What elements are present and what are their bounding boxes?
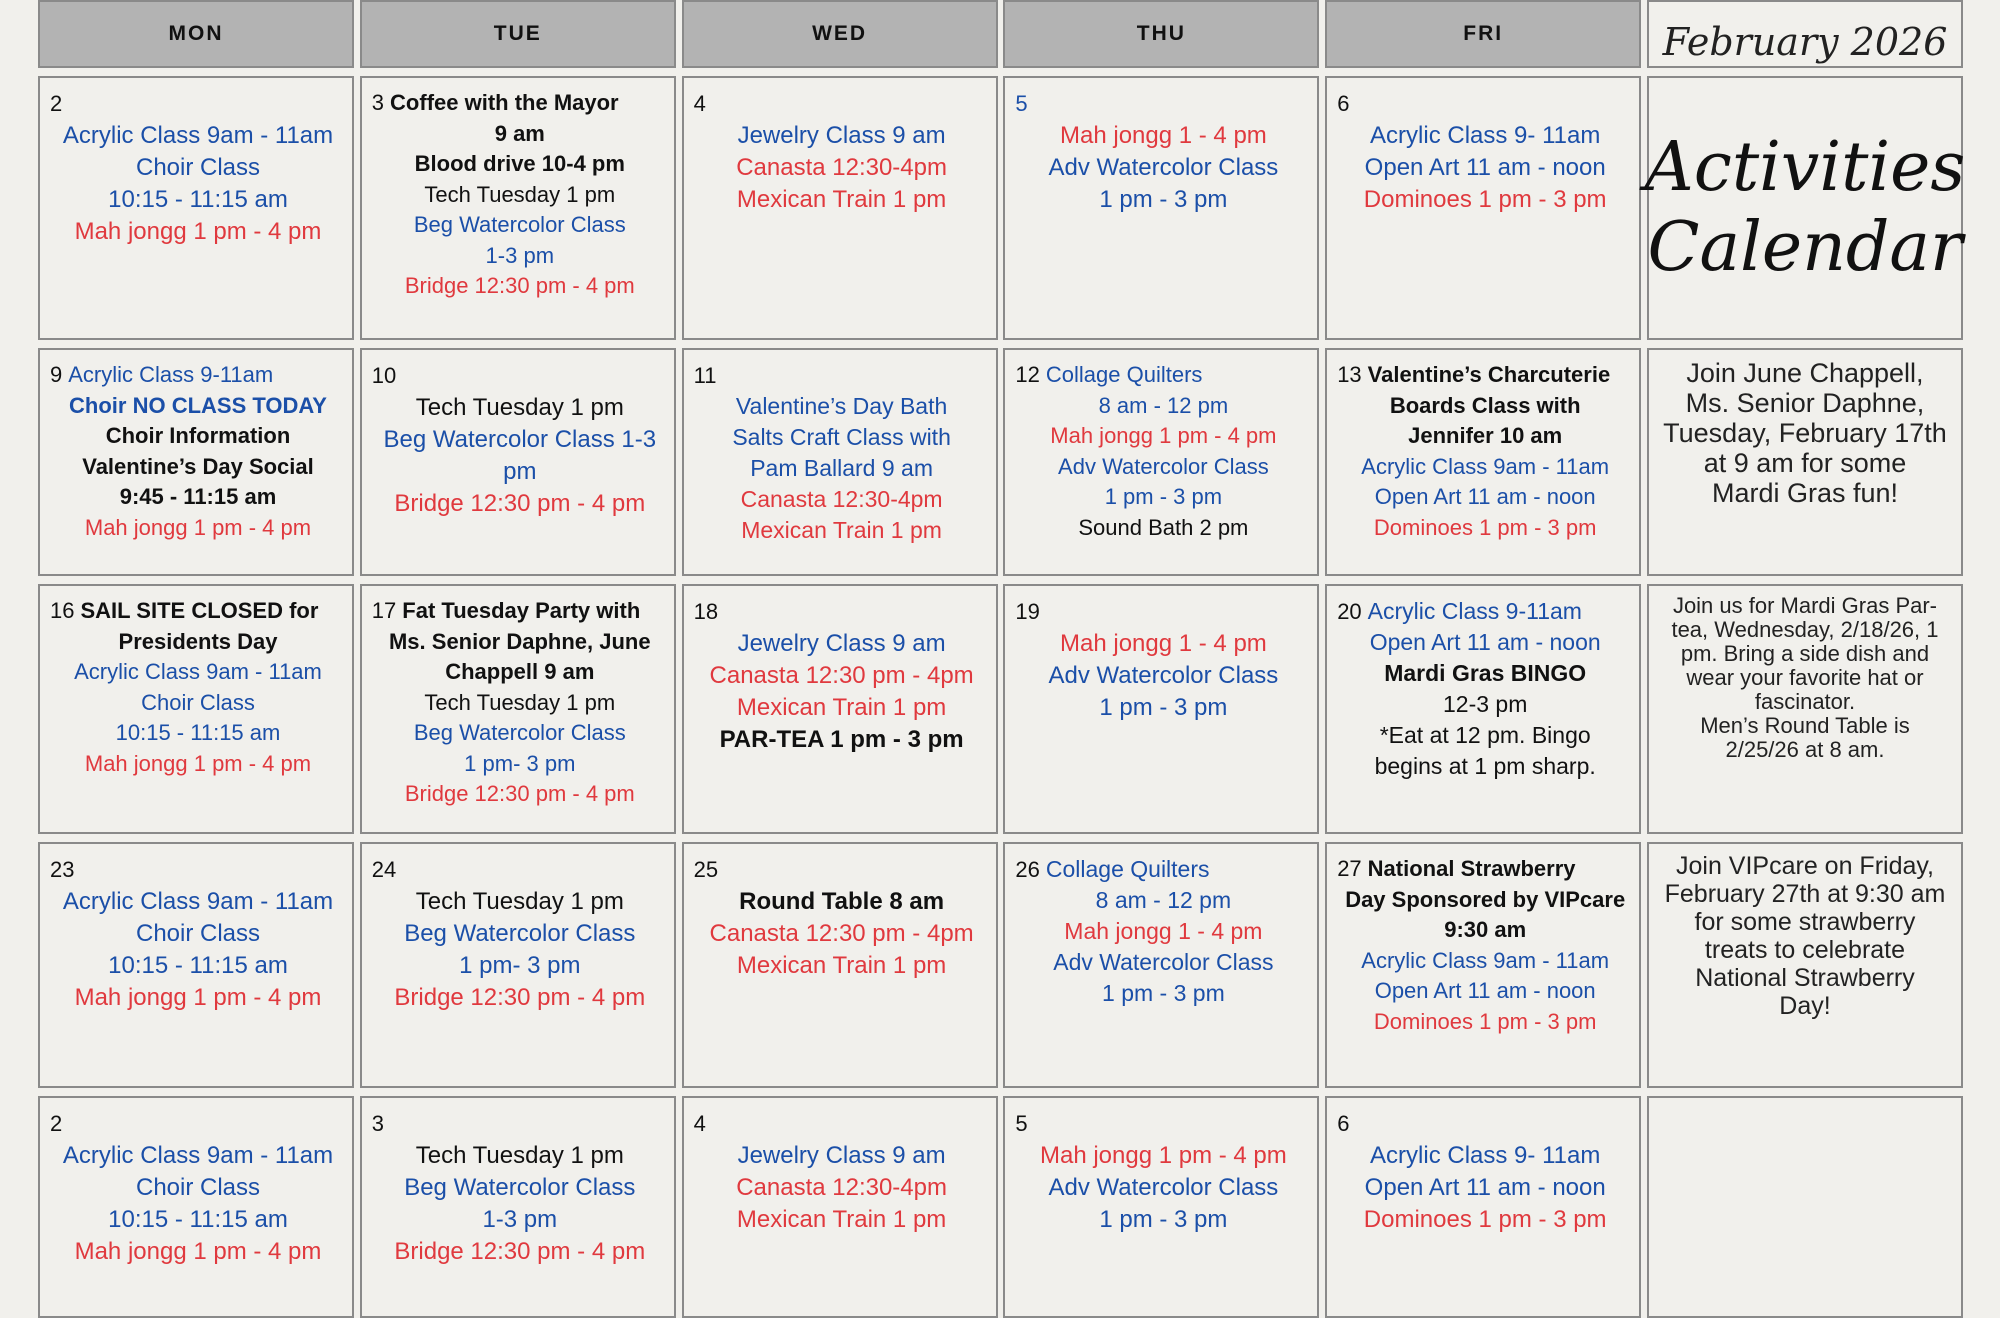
day-number: 2 — [50, 1111, 63, 1136]
day-number: 16 — [50, 598, 75, 623]
event-text: 1 pm - 3 pm — [1104, 484, 1223, 509]
header-fri: FRI — [1325, 0, 1641, 68]
event-text: Round Table 8 am — [739, 888, 945, 915]
day-number: 25 — [693, 857, 719, 882]
event-text: Dominoes 1 pm - 3 pm — [1363, 1206, 1607, 1233]
day-cell — [38, 348, 354, 576]
event-text: Jewelry Class 9 am — [737, 1142, 946, 1169]
event-text: Beg Watercolor Class 1-3 pm — [383, 426, 657, 485]
announcement-line: Join us for Mardi Gras Par- — [1672, 593, 1938, 618]
event-text: Mexican Train 1 pm — [736, 186, 947, 213]
event-text: Mexican Train 1 pm — [736, 952, 947, 979]
day-cell — [682, 1096, 998, 1318]
event-text: Jewelry Class 9 am — [737, 630, 946, 657]
day-cell — [1325, 348, 1641, 576]
event-text: Mah jongg 1 pm - 4 pm — [74, 218, 322, 245]
event-text: 1 pm- 3 pm — [464, 750, 576, 776]
day-number: 24 — [371, 857, 397, 882]
event-text: Choir Class — [135, 1174, 261, 1201]
day-cell — [1325, 76, 1641, 340]
event-text: 1-3 pm — [482, 1206, 558, 1233]
announcement-line: at 9 am for some — [1703, 448, 1907, 478]
day-cell — [38, 842, 354, 1088]
announcement-n3 — [1647, 842, 1963, 1088]
event-text: 10:15 - 11:15 am — [108, 1206, 288, 1233]
announcement-line: National Strawberry — [1695, 964, 1915, 992]
event-text: Acrylic Class 9am - 11am — [1361, 453, 1610, 479]
event-text: 1 pm - 3 pm — [1099, 1206, 1228, 1233]
event-text: Dominoes 1 pm - 3 pm — [1373, 514, 1597, 540]
event-text: Coffee with the Mayor — [390, 90, 619, 115]
event-text: Mah jongg 1 - 4 pm — [1060, 630, 1267, 657]
event-text: Valentine’s Charcuterie — [1367, 362, 1611, 387]
event-text: Chappell 9 am — [445, 659, 595, 684]
day-number: 5 — [1015, 91, 1028, 116]
event-text: Acrylic Class 9am - 11am — [62, 122, 334, 149]
event-text: 9 am — [494, 120, 545, 146]
event-text: 10:15 - 11:15 am — [115, 720, 281, 745]
calendar-title-line: Activities — [1644, 128, 1966, 207]
day-cell — [38, 584, 354, 834]
event-text: Bridge 12:30 pm - 4 pm — [394, 984, 646, 1011]
event-text: Mah jongg 1 - 4 pm — [1060, 122, 1267, 149]
event-text: Mah jongg 1 pm - 4 pm — [84, 514, 312, 540]
event-text: Adv Watercolor Class — [1048, 1174, 1279, 1201]
event-text: 8 am - 12 pm — [1095, 887, 1232, 913]
event-text: 8 am - 12 pm — [1098, 392, 1229, 418]
event-text: Canasta 12:30-4pm — [736, 1174, 947, 1201]
announcement-line: Mardi Gras fun! — [1711, 478, 1899, 508]
event-text: Choir Class — [141, 689, 255, 715]
day-cell — [1325, 1096, 1641, 1318]
event-text: Tech Tuesday 1 pm — [424, 181, 616, 207]
event-text: begins at 1 pm sharp. — [1374, 753, 1596, 779]
announcement-line: fascinator. — [1754, 689, 1856, 714]
day-cell — [360, 76, 676, 340]
event-text: Jennifer 10 am — [1408, 423, 1563, 448]
event-text: 9:30 am — [1444, 917, 1527, 942]
header-thu: THU — [1003, 0, 1319, 68]
event-text: Pam Ballard 9 am — [750, 455, 933, 481]
day-cell — [38, 1096, 354, 1318]
day-number: 20 — [1337, 599, 1362, 624]
event-text: 10:15 - 11:15 am — [108, 952, 288, 979]
month-title: February 2026 — [1647, 0, 1963, 68]
announcement-line: Join VIPcare on Friday, — [1675, 852, 1934, 880]
event-text: Boards Class with — [1389, 392, 1581, 418]
day-number: 11 — [693, 363, 717, 388]
day-number: 19 — [1015, 599, 1040, 624]
event-text: Valentine’s Day Social — [82, 453, 314, 479]
announcement-line: tea, Wednesday, 2/18/26, 1 — [1671, 617, 1939, 642]
header-tue: TUE — [360, 0, 676, 68]
event-text: 1 pm - 3 pm — [1102, 980, 1225, 1006]
event-text: Salts Craft Class with — [732, 424, 951, 450]
day-cell — [682, 76, 998, 340]
day-cell — [682, 348, 998, 576]
event-text: Mexican Train 1 pm — [741, 517, 942, 543]
event-text: Acrylic Class 9am - 11am — [1361, 947, 1610, 973]
event-text: Acrylic Class 9- 11am — [1370, 122, 1601, 149]
event-text: 1 pm- 3 pm — [459, 952, 581, 979]
event-text: Acrylic Class 9- 11am — [1370, 1142, 1601, 1169]
announcement-line: 2/25/26 at 8 am. — [1725, 737, 1885, 762]
announcement-line: Day! — [1779, 992, 1831, 1020]
day-cell — [360, 584, 676, 834]
event-text: Jewelry Class 9 am — [737, 122, 946, 149]
day-number: 5 — [1015, 1111, 1028, 1136]
event-text: National Strawberry — [1367, 856, 1576, 881]
event-text: Bridge 12:30 pm - 4 pm — [394, 490, 646, 517]
day-number: 12 — [1015, 362, 1040, 387]
event-text: Open Art 11 am - noon — [1374, 484, 1596, 509]
event-text: Collage Quilters — [1045, 856, 1210, 882]
event-text: 9:45 - 11:15 am — [119, 484, 277, 509]
announcement-n2 — [1647, 584, 1963, 834]
announcement-line: Join June Chappell, — [1686, 358, 1924, 388]
day-cell — [360, 842, 676, 1088]
day-number: 3 — [371, 90, 385, 115]
announcement-line: for some strawberry — [1694, 908, 1916, 936]
event-text: Mah jongg 1 pm - 4 pm — [84, 750, 312, 776]
day-cell — [1003, 76, 1319, 340]
header-mon: MON — [38, 0, 354, 68]
event-text: Adv Watercolor Class — [1048, 662, 1279, 689]
announcement-line: pm. Bring a side dish and — [1680, 641, 1930, 666]
calendar-title — [1644, 76, 1966, 340]
event-text: Open Art 11 am - noon — [1369, 629, 1601, 655]
event-text: Dominoes 1 pm - 3 pm — [1373, 1008, 1597, 1034]
event-text: Choir Information — [105, 423, 291, 448]
day-number: 23 — [50, 857, 75, 882]
event-text: Open Art 11 am - noon — [1364, 1174, 1606, 1201]
day-cell — [360, 1096, 676, 1318]
day-cell — [360, 348, 676, 576]
event-text: 1 pm - 3 pm — [1099, 186, 1228, 213]
event-text: Choir Class — [135, 920, 261, 947]
empty-cell — [1647, 1096, 1963, 1318]
event-text: Beg Watercolor Class — [413, 212, 626, 237]
event-text: Tech Tuesday 1 pm — [415, 888, 624, 915]
event-text: Acrylic Class 9-11am — [68, 362, 274, 387]
event-text: Tech Tuesday 1 pm — [415, 1142, 624, 1169]
announcement-n1 — [1647, 348, 1963, 576]
event-text: Tech Tuesday 1 pm — [424, 689, 616, 715]
event-text: Choir NO CLASS TODAY — [69, 392, 327, 418]
event-text: PAR-TEA 1 pm - 3 pm — [719, 726, 964, 753]
event-text: Blood drive 10-4 pm — [414, 151, 625, 176]
event-text: Mexican Train 1 pm — [736, 694, 947, 721]
day-cell — [1003, 1096, 1319, 1318]
event-text: Tech Tuesday 1 pm — [415, 394, 624, 421]
day-number: 10 — [371, 363, 397, 388]
event-text: Sound Bath 2 pm — [1078, 514, 1249, 540]
day-number: 26 — [1015, 857, 1040, 882]
announcement-line: Men’s Round Table is — [1700, 713, 1910, 738]
day-cell — [682, 842, 998, 1088]
day-number: 4 — [693, 91, 706, 116]
event-text: Mah jongg 1 - 4 pm — [1064, 918, 1263, 944]
event-text: Adv Watercolor Class — [1048, 154, 1279, 181]
day-number: 18 — [693, 599, 719, 624]
event-text: 10:15 - 11:15 am — [108, 186, 288, 213]
day-number: 9 — [50, 362, 63, 387]
event-text: Canasta 12:30-4pm — [740, 486, 943, 512]
event-text: Bridge 12:30 pm - 4 pm — [394, 1238, 646, 1265]
event-text: Mah jongg 1 pm - 4 pm — [74, 1238, 322, 1265]
event-text: *Eat at 12 pm. Bingo — [1379, 722, 1591, 748]
announcement-line: Tuesday, February 17th — [1663, 418, 1947, 448]
event-text: 12-3 pm — [1443, 691, 1528, 717]
day-number: 13 — [1337, 362, 1362, 387]
day-number: 6 — [1337, 91, 1350, 116]
day-number: 6 — [1337, 1111, 1350, 1136]
day-cell — [1325, 584, 1641, 834]
event-text: Ms. Senior Daphne, June — [388, 628, 651, 654]
day-cell — [1003, 842, 1319, 1088]
event-text: Fat Tuesday Party with — [402, 598, 641, 623]
announcement-line: wear your favorite hat or — [1686, 665, 1924, 690]
event-text: Beg Watercolor Class — [413, 720, 626, 745]
event-text: Mah jongg 1 pm - 4 pm — [74, 984, 322, 1011]
announcement-line: treats to celebrate — [1704, 936, 1906, 964]
day-number: 2 — [50, 91, 63, 116]
event-text: Open Art 11 am - noon — [1374, 978, 1596, 1003]
day-number: 27 — [1337, 856, 1362, 881]
day-cell — [1003, 584, 1319, 834]
day-number: 17 — [371, 598, 397, 623]
event-text: Beg Watercolor Class — [404, 920, 636, 947]
day-number: 3 — [371, 1111, 385, 1136]
event-text: SAIL SITE CLOSED for — [80, 598, 319, 623]
day-cell — [1003, 348, 1319, 576]
announcement-line: Ms. Senior Daphne, — [1685, 388, 1925, 418]
event-text: Acrylic Class 9am - 11am — [74, 659, 322, 684]
event-text: Acrylic Class 9-11am — [1367, 598, 1582, 624]
day-cell — [1325, 842, 1641, 1088]
event-text: Mah jongg 1 pm - 4 pm — [1050, 423, 1277, 448]
header-wed: WED — [682, 0, 998, 68]
event-text: Adv Watercolor Class — [1053, 949, 1274, 975]
event-text: Adv Watercolor Class — [1058, 453, 1269, 479]
event-text: Mexican Train 1 pm — [736, 1206, 947, 1233]
event-text: Open Art 11 am - noon — [1364, 154, 1606, 181]
event-text: Valentine’s Day Bath — [735, 393, 948, 419]
event-text: Acrylic Class 9am - 11am — [62, 888, 334, 915]
day-number: 4 — [693, 1111, 706, 1136]
event-text: Presidents Day — [118, 628, 278, 654]
announcement-line: February 27th at 9:30 am — [1664, 880, 1946, 908]
event-text: Choir Class — [135, 154, 261, 181]
event-text: Acrylic Class 9am - 11am — [62, 1142, 334, 1169]
event-text: Canasta 12:30 pm - 4pm — [709, 920, 974, 947]
event-text: Day Sponsored by VIPcare — [1345, 886, 1626, 912]
event-text: 1-3 pm — [485, 242, 555, 268]
event-text: 1 pm - 3 pm — [1099, 694, 1228, 721]
event-text: Mardi Gras BINGO — [1384, 660, 1587, 686]
day-cell — [38, 76, 354, 340]
event-text: Mah jongg 1 pm - 4 pm — [1039, 1142, 1287, 1169]
event-text: Bridge 12:30 pm - 4 pm — [404, 273, 635, 298]
activities-calendar — [38, 0, 1966, 1294]
day-cell — [682, 584, 998, 834]
event-text: Dominoes 1 pm - 3 pm — [1363, 186, 1607, 213]
event-text: Beg Watercolor Class — [404, 1174, 636, 1201]
event-text: Bridge 12:30 pm - 4 pm — [404, 781, 635, 806]
event-text: Collage Quilters — [1045, 362, 1203, 387]
event-text: Canasta 12:30-4pm — [736, 154, 947, 181]
calendar-title-line: Calendar — [1647, 208, 1963, 287]
event-text: Canasta 12:30 pm - 4pm — [709, 662, 974, 689]
